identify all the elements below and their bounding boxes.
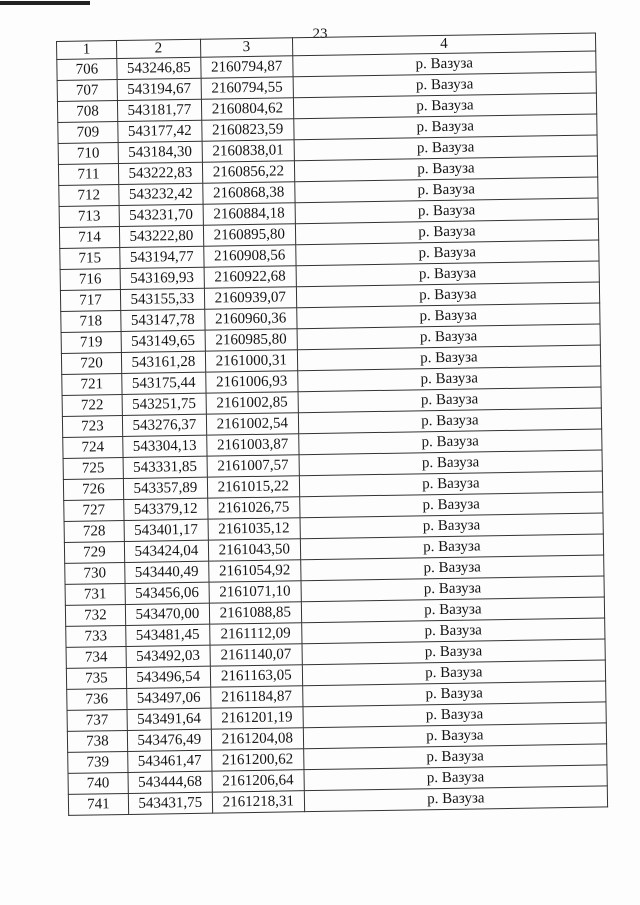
x-coordinate-cell: 543379,12 (124, 498, 208, 520)
column-header-1: 1 (57, 41, 117, 60)
description-cell: р. Вазуза (297, 345, 601, 371)
x-coordinate-cell: 543181,77 (117, 99, 201, 121)
description-cell: р. Вазуза (294, 156, 598, 182)
description-cell: р. Вазуза (295, 198, 599, 224)
x-coordinate-cell: 543149,65 (121, 330, 205, 352)
description-cell: р. Вазуза (299, 450, 603, 476)
y-coordinate-cell: 2161206,64 (212, 770, 304, 792)
y-coordinate-cell: 2161006,93 (206, 371, 298, 393)
point-number-cell: 720 (61, 353, 121, 375)
y-coordinate-cell: 2161043,50 (208, 539, 300, 561)
x-coordinate-cell: 543251,75 (122, 393, 206, 415)
x-coordinate-cell: 543481,45 (126, 624, 210, 646)
point-number-cell: 715 (60, 248, 120, 270)
point-number-cell: 732 (65, 604, 125, 626)
description-cell: р. Вазуза (301, 618, 605, 644)
description-cell: р. Вазуза (303, 744, 607, 770)
y-coordinate-cell: 2160794,55 (201, 77, 293, 99)
point-number-cell: 728 (64, 520, 124, 542)
point-number-cell: 734 (66, 646, 126, 668)
y-coordinate-cell: 2161054,92 (209, 560, 301, 582)
point-number-cell: 714 (59, 227, 119, 249)
description-cell: р. Вазуза (296, 261, 600, 287)
description-cell: р. Вазуза (298, 429, 602, 455)
y-coordinate-cell: 2161140,07 (210, 644, 302, 666)
table-body (57, 51, 608, 815)
y-coordinate-cell: 2161071,10 (209, 581, 301, 603)
x-coordinate-cell: 543444,68 (128, 771, 212, 793)
y-coordinate-cell: 2161002,54 (206, 413, 298, 435)
x-coordinate-cell: 543194,77 (120, 246, 204, 268)
y-coordinate-cell: 2161184,87 (210, 686, 302, 708)
description-cell: р. Вазуза (301, 597, 605, 623)
description-cell: р. Вазуза (295, 177, 599, 203)
x-coordinate-cell: 543147,78 (121, 309, 205, 331)
point-number-cell: 731 (65, 583, 125, 605)
x-coordinate-cell: 543184,30 (118, 141, 202, 163)
x-coordinate-cell: 543476,49 (127, 729, 211, 751)
point-number-cell: 738 (67, 730, 127, 752)
description-cell: р. Вазуза (302, 681, 606, 707)
point-number-cell: 733 (66, 625, 126, 647)
description-cell: р. Вазуза (296, 303, 600, 329)
y-coordinate-cell: 2161000,31 (205, 350, 297, 372)
x-coordinate-cell: 543424,04 (124, 540, 208, 562)
point-number-cell: 718 (61, 311, 121, 333)
point-number-cell: 711 (58, 164, 118, 186)
y-coordinate-cell: 2161015,22 (207, 476, 299, 498)
y-coordinate-cell: 2161007,57 (207, 455, 299, 477)
description-cell: р. Вазуза (295, 219, 599, 245)
point-number-cell: 713 (59, 206, 119, 228)
y-coordinate-cell: 2160823,59 (202, 119, 294, 141)
x-coordinate-cell: 543331,85 (123, 456, 207, 478)
y-coordinate-cell: 2161035,12 (208, 518, 300, 540)
point-number-cell: 724 (63, 437, 123, 459)
point-number-cell: 719 (61, 332, 121, 354)
x-coordinate-cell: 543497,06 (127, 687, 211, 709)
y-coordinate-cell: 2161204,08 (211, 728, 303, 750)
description-cell: р. Вазуза (304, 786, 608, 812)
description-cell: р. Вазуза (294, 114, 598, 140)
point-number-cell: 725 (63, 457, 123, 479)
y-coordinate-cell: 2160908,56 (204, 245, 296, 267)
description-cell: р. Вазуза (295, 240, 599, 266)
description-cell: р. Вазуза (297, 366, 601, 392)
y-coordinate-cell: 2161201,19 (211, 707, 303, 729)
x-coordinate-cell: 543276,37 (122, 414, 206, 436)
y-coordinate-cell: 2160794,87 (201, 56, 293, 78)
point-number-cell: 706 (57, 59, 117, 81)
x-coordinate-cell: 543155,33 (120, 288, 204, 310)
description-cell: р. Вазуза (293, 93, 597, 119)
description-cell: р. Вазуза (303, 723, 607, 749)
y-coordinate-cell: 2160868,38 (203, 182, 295, 204)
column-header-3: 3 (200, 38, 292, 57)
x-coordinate-cell: 543304,13 (123, 435, 207, 457)
description-cell: р. Вазуза (294, 135, 598, 161)
point-number-cell: 735 (66, 667, 126, 689)
x-coordinate-cell: 543456,06 (125, 582, 209, 604)
description-cell: р. Вазуза (298, 387, 602, 413)
coordinates-table (56, 33, 608, 816)
y-coordinate-cell: 2160838,01 (202, 140, 294, 162)
column-header-2: 2 (116, 39, 200, 58)
description-cell: р. Вазуза (293, 51, 597, 77)
y-coordinate-cell: 2161088,85 (209, 602, 301, 624)
x-coordinate-cell: 543492,03 (126, 645, 210, 667)
x-coordinate-cell: 543232,42 (119, 183, 203, 205)
description-cell: р. Вазуза (300, 513, 604, 539)
x-coordinate-cell: 543194,67 (117, 78, 201, 100)
y-coordinate-cell: 2160884,18 (203, 203, 295, 225)
y-coordinate-cell: 2161112,09 (210, 623, 302, 645)
description-cell: р. Вазуза (293, 72, 597, 98)
point-number-cell: 737 (67, 709, 127, 731)
x-coordinate-cell: 543470,00 (125, 603, 209, 625)
column-header-4: 4 (292, 33, 595, 56)
point-number-cell: 721 (62, 374, 122, 396)
y-coordinate-cell: 2160939,07 (204, 287, 296, 309)
x-coordinate-cell: 543222,83 (118, 162, 202, 184)
description-cell: р. Вазуза (299, 492, 603, 518)
point-number-cell: 722 (62, 395, 122, 417)
x-coordinate-cell: 543401,17 (124, 519, 208, 541)
point-number-cell: 739 (68, 751, 128, 773)
description-cell: р. Вазуза (304, 765, 608, 791)
description-cell: р. Вазуза (300, 534, 604, 560)
point-number-cell: 717 (60, 290, 120, 312)
description-cell: р. Вазуза (300, 555, 604, 581)
point-number-cell: 723 (62, 416, 122, 438)
x-coordinate-cell: 543440,49 (125, 561, 209, 583)
y-coordinate-cell: 2161003,87 (207, 434, 299, 456)
description-cell: р. Вазуза (303, 702, 607, 728)
point-number-cell: 726 (63, 478, 123, 500)
point-number-cell: 729 (64, 541, 124, 563)
x-coordinate-cell: 543496,54 (126, 666, 210, 688)
y-coordinate-cell: 2160960,36 (205, 308, 297, 330)
x-coordinate-cell: 543246,85 (117, 57, 201, 79)
description-cell: р. Вазуза (302, 660, 606, 686)
y-coordinate-cell: 2160856,22 (202, 161, 294, 183)
y-coordinate-cell: 2160922,68 (204, 266, 296, 288)
x-coordinate-cell: 543161,28 (121, 351, 205, 373)
x-coordinate-cell: 543169,93 (120, 267, 204, 289)
x-coordinate-cell: 543177,42 (118, 120, 202, 142)
point-number-cell: 708 (57, 101, 117, 123)
y-coordinate-cell: 2161200,62 (211, 749, 303, 771)
point-number-cell: 730 (65, 562, 125, 584)
y-coordinate-cell: 2160985,80 (205, 329, 297, 351)
x-coordinate-cell: 543357,89 (123, 477, 207, 499)
description-cell: р. Вазуза (301, 576, 605, 602)
point-number-cell: 736 (67, 688, 127, 710)
x-coordinate-cell: 543222,80 (119, 225, 203, 247)
description-cell: р. Вазуза (298, 408, 602, 434)
y-coordinate-cell: 2161026,75 (208, 497, 300, 519)
page-number: 23 (312, 26, 328, 42)
point-number-cell: 709 (58, 122, 118, 144)
y-coordinate-cell: 2160895,80 (203, 224, 295, 246)
point-number-cell: 716 (60, 269, 120, 291)
description-cell: р. Вазуза (297, 324, 601, 350)
x-coordinate-cell: 543491,64 (127, 708, 211, 730)
point-number-cell: 712 (59, 185, 119, 207)
point-number-cell: 707 (57, 80, 117, 102)
x-coordinate-cell: 543431,75 (128, 792, 212, 814)
scan-edge-line (0, 1, 90, 5)
description-cell: р. Вазуза (296, 282, 600, 308)
point-number-cell: 727 (64, 499, 124, 521)
point-number-cell: 740 (68, 772, 128, 794)
x-coordinate-cell: 543175,44 (122, 372, 206, 394)
x-coordinate-cell: 543231,70 (119, 204, 203, 226)
description-cell: р. Вазуза (299, 471, 603, 497)
y-coordinate-cell: 2161163,05 (210, 665, 302, 687)
point-number-cell: 710 (58, 143, 118, 165)
description-cell: р. Вазуза (302, 639, 606, 665)
y-coordinate-cell: 2161002,85 (206, 392, 298, 414)
x-coordinate-cell: 543461,47 (128, 750, 212, 772)
y-coordinate-cell: 2160804,62 (201, 98, 293, 120)
y-coordinate-cell: 2161218,31 (212, 791, 304, 813)
point-number-cell: 741 (68, 793, 128, 815)
